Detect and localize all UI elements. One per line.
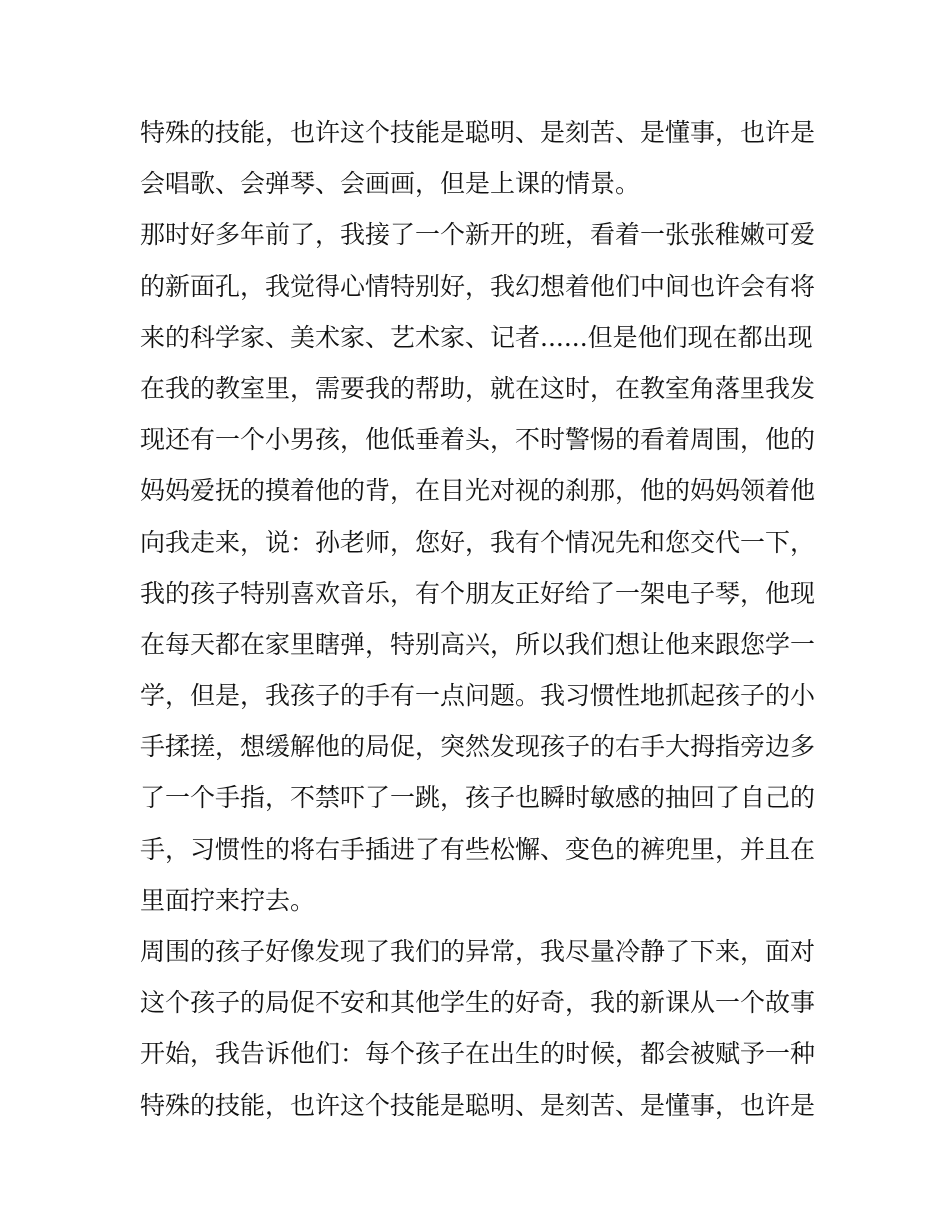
text-line: 妈妈爱抚的摸着他的背，在目光对视的刹那，他的妈妈领着他 <box>140 476 816 506</box>
text-line: 开始，我告诉他们：每个孩子在出生的时候，都会被赋予一种 <box>140 1039 816 1069</box>
text-line: 了一个手指，不禁吓了一跳，孩子也瞬时敏感的抽回了自己的 <box>140 783 816 813</box>
text-line: 那时好多年前了，我接了一个新开的班，看着一张张稚嫩可爱 <box>140 220 816 250</box>
text-line: 现还有一个小男孩，他低垂着头，不时警惕的看着周围，他的 <box>140 425 816 455</box>
text-line: 里面拧来拧去。 <box>140 885 316 915</box>
text-line: 手，习惯性的将右手插进了有些松懈、变色的裤兜里，并且在 <box>140 834 816 864</box>
text-line: 来的科学家、美术家、艺术家、记者......但是他们现在都出现 <box>140 322 813 352</box>
text-line: 在我的教室里，需要我的帮助，就在这时，在教室角落里我发 <box>140 373 816 403</box>
text-line: 这个孩子的局促不安和其他学生的好奇，我的新课从一个故事 <box>140 988 816 1018</box>
text-line: 周围的孩子好像发现了我们的异常，我尽量冷静了下来，面对 <box>140 937 816 966</box>
text-line: 手揉搓，想缓解他的局促，突然发现孩子的右手大拇指旁边多 <box>140 732 816 762</box>
text-line: 特殊的技能，也许这个技能是聪明、是刻苦、是懂事，也许是 <box>140 1090 816 1120</box>
text-line: 学，但是，我孩子的手有一点问题。我习惯性地抓起孩子的小 <box>140 681 816 711</box>
text-line: 我的孩子特别喜欢音乐，有个朋友正好给了一架电子琴，他现 <box>140 578 816 608</box>
text-line: 特殊的技能，也许这个技能是聪明、是刻苦、是懂事，也许是 <box>140 118 816 147</box>
text-line: 的新面孔，我觉得心情特别好，我幻想着他们中间也许会有将 <box>140 271 816 301</box>
body-text <box>140 107 820 1131</box>
text-line: 会唱歌、会弹琴、会画画，但是上课的情景。 <box>140 169 641 199</box>
text-line: 在每天都在家里瞎弹，特别高兴，所以我们想让他来跟您学一 <box>140 629 816 659</box>
text-line: 向我走来，说：孙老师，您好，我有个情况先和您交代一下， <box>140 527 816 557</box>
